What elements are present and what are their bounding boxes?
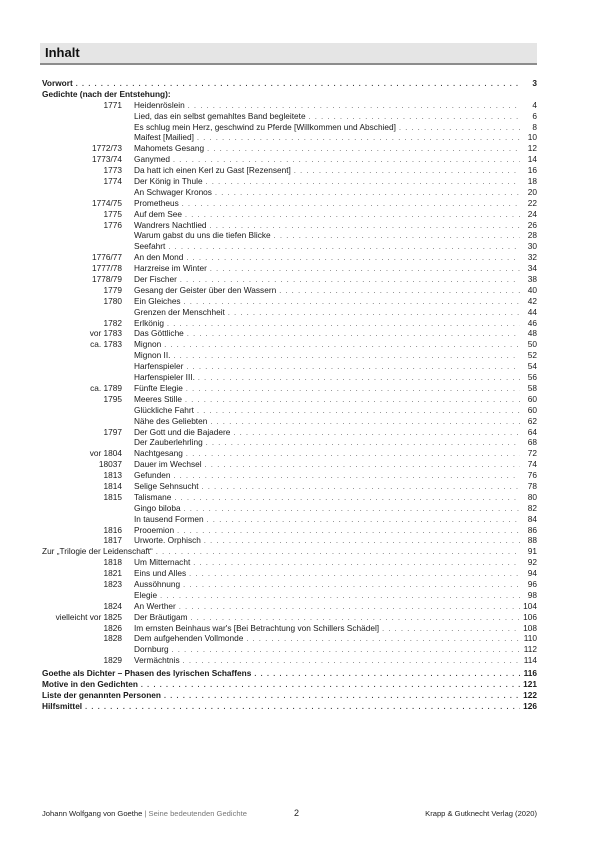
toc-page-number: 91 <box>527 546 537 557</box>
toc-row <box>42 274 537 285</box>
toc-row <box>42 187 537 198</box>
toc-title: Gingo biloba <box>134 502 181 513</box>
toc-title: Zur „Trilogie der Leidenschaft“ <box>42 546 153 557</box>
toc-page-number: 68 <box>527 437 537 448</box>
toc-year: 1797 <box>103 426 122 437</box>
toc-title: Eins und Alles <box>134 568 187 579</box>
toc-year: 1814 <box>103 480 122 491</box>
toc-page-number: 84 <box>527 513 537 524</box>
toc-page-number: 98 <box>527 589 537 600</box>
toc-title: Prooemion <box>134 524 175 535</box>
toc-row <box>42 668 537 679</box>
toc-row <box>42 459 537 470</box>
toc-page-number: 14 <box>527 154 537 165</box>
toc-title: Dornburg <box>134 644 169 655</box>
toc-row <box>42 176 537 187</box>
toc-title: Hilfsmittel <box>42 700 83 711</box>
toc-page-number: 116 <box>523 668 537 679</box>
toc-row <box>42 318 537 329</box>
toc-page-number: 6 <box>532 110 537 121</box>
toc-title: Es schlug mein Herz, geschwind zu Pferde [Willkommen und Abschied] <box>134 121 396 132</box>
toc-row <box>42 655 537 666</box>
toc-row <box>42 546 537 557</box>
toc-year: 1773 <box>103 165 122 176</box>
toc-year: ca. 1789 <box>90 382 122 393</box>
toc-page-number: 62 <box>527 415 537 426</box>
footer-separator: | <box>142 809 149 818</box>
toc-page-number: 4 <box>532 99 537 110</box>
toc-page-number: 44 <box>527 306 537 317</box>
toc-row <box>42 220 537 231</box>
toc-title: Fünfte Elegie <box>134 382 183 393</box>
toc-page-number: 76 <box>527 470 537 481</box>
toc-title: Ein Gleiches <box>134 295 181 306</box>
toc-year: 1817 <box>103 535 122 546</box>
toc-title: Aussöhnung <box>134 578 181 589</box>
toc-title: Nachtgesang <box>134 448 183 459</box>
toc-year: 18037 <box>98 459 122 470</box>
toc-year: 1782 <box>103 317 122 328</box>
toc-year: 1821 <box>103 568 122 579</box>
toc-title: Motive in den Gedichten <box>42 678 138 689</box>
toc-page-number: 46 <box>527 317 537 328</box>
toc-row <box>42 644 537 655</box>
toc-year: 1776 <box>103 219 122 230</box>
toc-row <box>42 394 537 405</box>
toc-title: Maifest [Mailied] <box>134 132 194 143</box>
toc-title: Um Mitternacht <box>134 557 191 568</box>
toc-title: Grenzen der Menschheit <box>134 306 225 317</box>
toc-page-number: 64 <box>527 426 537 437</box>
toc-row <box>42 198 537 209</box>
toc-title: An Schwager Kronos <box>134 186 212 197</box>
toc-title: Meeres Stille <box>134 393 182 404</box>
footer-publisher: Krapp & Gutknecht Verlag (2020) <box>425 809 537 818</box>
toc-row <box>42 350 537 361</box>
toc-page-number: 122 <box>523 689 537 700</box>
toc-page-number: 26 <box>527 219 537 230</box>
toc-row <box>42 590 537 601</box>
toc-row <box>42 100 537 111</box>
toc-year: vor 1783 <box>89 328 122 339</box>
toc-year: 1823 <box>103 578 122 589</box>
toc-title: Der Fischer <box>134 274 177 285</box>
toc-title: Harfenspieler <box>134 361 184 372</box>
toc-row <box>42 492 537 503</box>
toc-title: Elegie <box>134 589 158 600</box>
toc-year: 1779 <box>103 284 122 295</box>
toc-page-number: 10 <box>527 132 537 143</box>
toc-page-number: 112 <box>523 644 537 655</box>
toc-title: Liste der genannten Personen <box>42 689 161 700</box>
toc-page-number: 48 <box>527 328 537 339</box>
toc-row <box>42 285 537 296</box>
toc-page-number: 80 <box>527 491 537 502</box>
toc-page-number: 96 <box>527 578 537 589</box>
toc-year: 1771 <box>103 99 122 110</box>
toc-row <box>42 568 537 579</box>
toc-title: Ganymed <box>134 154 170 165</box>
toc-title: Dauer im Wechsel <box>134 459 202 470</box>
toc-row <box>42 328 537 339</box>
toc-page-number: 42 <box>527 295 537 306</box>
toc-year: 1818 <box>103 557 122 568</box>
toc-title: Urworte. Orphisch <box>134 535 201 546</box>
toc-row <box>42 89 537 100</box>
toc-row <box>42 437 537 448</box>
toc-title: Mignon <box>134 339 162 350</box>
toc-page-number: 104 <box>523 600 537 611</box>
toc-title: Erlkönig <box>134 317 164 328</box>
toc-heading: Gedichte (nach der Entstehung): <box>42 88 171 99</box>
toc-page-number: 16 <box>527 165 537 176</box>
toc-row <box>42 230 537 241</box>
toc-row <box>42 307 537 318</box>
toc-title: An den Mond <box>134 252 184 263</box>
toc-title: Talismane <box>134 491 172 502</box>
toc-page-number: 60 <box>527 393 537 404</box>
toc-page-number: 56 <box>527 372 537 383</box>
toc-page-number: 8 <box>532 121 537 132</box>
toc-page-number: 20 <box>527 186 537 197</box>
toc-page-number: 52 <box>527 350 537 361</box>
toc-title: Der Bräutigam <box>134 611 188 622</box>
toc-row <box>42 209 537 220</box>
toc-title: Da hatt ich einen Kerl zu Gast [Rezensent] <box>134 165 291 176</box>
toc-row <box>42 405 537 416</box>
toc-title: Prometheus <box>134 197 179 208</box>
toc-year: 1774 <box>103 176 122 187</box>
toc-page-number: 86 <box>527 524 537 535</box>
toc-page-number: 12 <box>527 143 537 154</box>
toc-title: Der König in Thule <box>134 176 203 187</box>
toc-title: Harzreise im Winter <box>134 263 207 274</box>
toc-title: Lied, das ein selbst gemahltes Band begleitete <box>134 110 306 121</box>
toc-title: Dem aufgehenden Vollmonde <box>134 633 244 644</box>
toc-row <box>42 383 537 394</box>
toc-entry[interactable] <box>134 655 537 668</box>
toc-page-number: 114 <box>523 655 537 666</box>
toc-title: Vermächtnis <box>134 655 180 666</box>
toc-page-number: 106 <box>523 611 537 622</box>
toc-page-number: 40 <box>527 284 537 295</box>
toc-year: 1816 <box>103 524 122 535</box>
toc-title: Selige Sehnsucht <box>134 480 199 491</box>
toc-row <box>42 679 537 690</box>
toc-page-number: 24 <box>527 208 537 219</box>
toc-row <box>42 525 537 536</box>
toc-year: vielleicht vor 1825 <box>55 611 122 622</box>
toc-page-number: 74 <box>527 459 537 470</box>
toc-row <box>42 154 537 165</box>
toc-title: Wandrers Nachtlied <box>134 219 207 230</box>
toc-title: Im ernsten Beinhaus war's [Bei Betrachtung von Schillers Schädel] <box>134 622 380 633</box>
toc-row <box>42 470 537 481</box>
toc-page-number: 82 <box>527 502 537 513</box>
toc-page-number: 3 <box>532 78 537 88</box>
toc-row <box>42 252 537 263</box>
toc-row <box>42 263 537 274</box>
toc-title: Warum gabst du uns die tiefen Blicke <box>134 230 271 241</box>
toc-page-number: 110 <box>523 633 537 644</box>
toc-entry[interactable] <box>42 701 537 714</box>
table-of-contents <box>42 78 537 712</box>
toc-page-number: 121 <box>523 678 537 689</box>
toc-row <box>42 557 537 568</box>
toc-row <box>42 339 537 350</box>
toc-year: 1777/78 <box>92 263 122 274</box>
toc-row <box>42 361 537 372</box>
toc-title: Heidenröslein <box>134 99 185 110</box>
toc-title: Gesang der Geister über den Wassern <box>134 284 277 295</box>
toc-year: 1826 <box>103 622 122 633</box>
toc-title: Gefunden <box>134 470 171 481</box>
toc-year: ca. 1783 <box>90 339 122 350</box>
toc-row <box>42 241 537 252</box>
toc-row <box>42 132 537 143</box>
toc-year: 1795 <box>103 393 122 404</box>
toc-row <box>42 427 537 438</box>
toc-title: Nähe des Geliebten <box>134 415 208 426</box>
toc-year: 1824 <box>103 600 122 611</box>
toc-page-number: 34 <box>527 263 537 274</box>
toc-title: In tausend Formen <box>134 513 204 524</box>
footer-author: Johann Wolfgang von Goethe <box>42 809 143 818</box>
footer-page-number: 2 <box>294 808 300 818</box>
page-header <box>40 43 537 65</box>
toc-row <box>42 601 537 612</box>
toc-title: Der Gott und die Bajadere <box>134 426 231 437</box>
footer-subtitle: Seine bedeutenden Gedichte <box>148 809 247 818</box>
toc-page-number: 18 <box>527 176 537 187</box>
toc-page-number: 58 <box>527 382 537 393</box>
page-title: Inhalt <box>45 45 80 60</box>
toc-page-number: 78 <box>527 480 537 491</box>
toc-title: Goethe als Dichter – Phasen des lyrischen Schaffens <box>42 668 252 679</box>
toc-page-number: 94 <box>527 568 537 579</box>
toc-year: 1773/74 <box>92 154 122 165</box>
toc-row <box>42 165 537 176</box>
toc-row <box>42 481 537 492</box>
toc-page-number: 126 <box>523 700 537 711</box>
toc-year: 1780 <box>103 295 122 306</box>
toc-title: Der Zauberlehrling <box>134 437 203 448</box>
toc-page-number: 28 <box>527 230 537 241</box>
toc-row <box>42 514 537 525</box>
toc-title: Glückliche Fahrt <box>134 404 194 415</box>
toc-title: An Werther <box>134 600 176 611</box>
toc-year: 1772/73 <box>92 143 122 154</box>
toc-year: 1776/77 <box>92 252 122 263</box>
toc-title: Harfenspieler III. <box>134 372 195 383</box>
toc-title: Das Göttliche <box>134 328 184 339</box>
toc-page-number: 38 <box>527 274 537 285</box>
toc-row <box>42 78 537 89</box>
toc-year: 1775 <box>103 208 122 219</box>
toc-year: vor 1804 <box>89 448 122 459</box>
toc-page-number: 30 <box>527 241 537 252</box>
toc-page-number: 54 <box>527 361 537 372</box>
toc-page-number: 50 <box>527 339 537 350</box>
toc-year: 1778/79 <box>92 274 122 285</box>
toc-year: 1774/75 <box>92 197 122 208</box>
toc-row <box>42 535 537 546</box>
toc-row <box>42 612 537 623</box>
toc-row <box>42 372 537 383</box>
toc-row <box>42 111 537 122</box>
toc-row <box>42 633 537 644</box>
toc-title: Mignon II. <box>134 350 171 361</box>
footer-citation <box>42 809 247 818</box>
toc-page-number: 92 <box>527 557 537 568</box>
toc-year: 1828 <box>103 633 122 644</box>
toc-row <box>42 416 537 427</box>
toc-row <box>42 503 537 514</box>
toc-year: 1813 <box>103 470 122 481</box>
toc-page-number: 60 <box>527 404 537 415</box>
toc-title: Auf dem See <box>134 208 182 219</box>
toc-year: 1829 <box>103 655 122 666</box>
toc-row <box>42 690 537 701</box>
toc-page-number: 88 <box>527 535 537 546</box>
toc-page-number: 72 <box>527 448 537 459</box>
dot-leader <box>85 703 520 714</box>
toc-title: Mahomets Gesang <box>134 143 205 154</box>
toc-row <box>42 623 537 634</box>
toc-page-number: 22 <box>527 197 537 208</box>
toc-row <box>42 579 537 590</box>
dot-leader <box>183 657 520 668</box>
toc-title: Vorwort <box>42 78 73 88</box>
toc-row <box>42 701 537 712</box>
toc-row <box>42 143 537 154</box>
toc-year: 1815 <box>103 491 122 502</box>
toc-row <box>42 122 537 133</box>
toc-page-number: 108 <box>523 622 537 633</box>
toc-page-number: 32 <box>527 252 537 263</box>
toc-title: Seefahrt <box>134 241 166 252</box>
toc-row <box>42 296 537 307</box>
toc-row <box>42 448 537 459</box>
